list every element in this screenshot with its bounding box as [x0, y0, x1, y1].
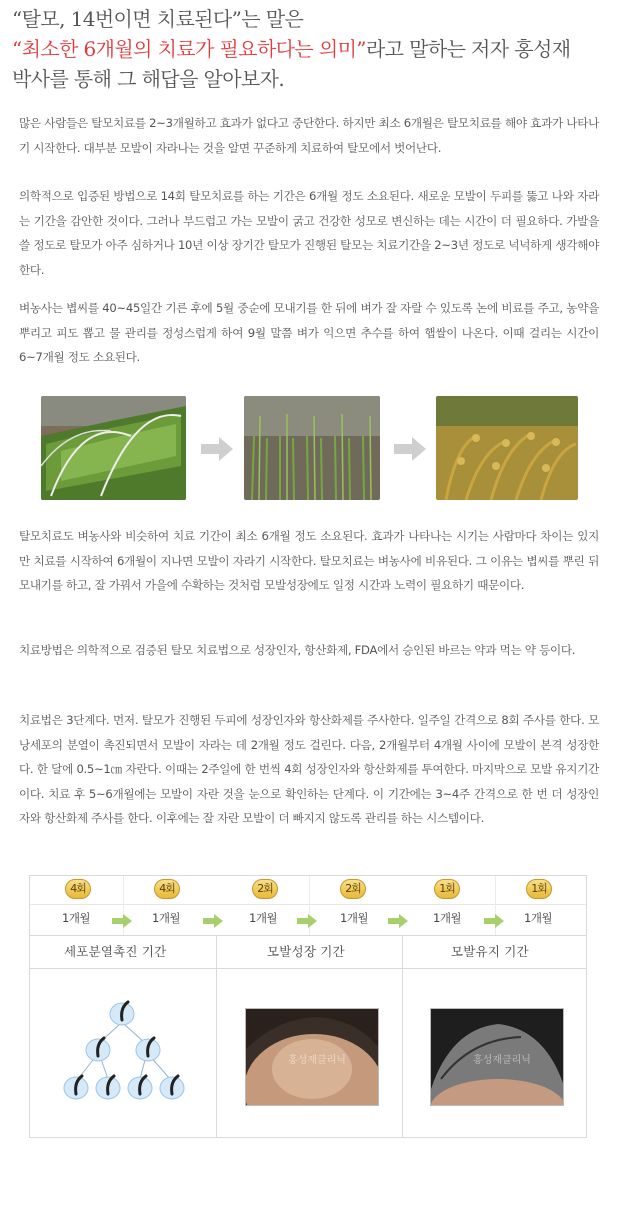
phase-label: 세포분열촉진 기간 — [64, 944, 167, 959]
arrow-icon — [388, 913, 408, 932]
dose-row — [30, 876, 586, 905]
rice-paddy-photo — [244, 396, 380, 500]
headline — [12, 4, 612, 94]
month-label: 1개월 — [340, 911, 369, 925]
month-label: 1개월 — [249, 911, 278, 925]
dose-badge: 2회 — [340, 879, 366, 899]
divider — [216, 935, 217, 1137]
paragraph-4: 탈모치료도 벼농사와 비슷하여 치료 기간이 최소 6개월 정도 소요된다. 효과가 나타나는 시기는 사람마다 차이는 있지만 치료를 시작하여 6개월이 지나면 모발이 자라기 시작한다. 탈모치료는 벼농사에 비유된다. 그 이유는 볍씨를 뿌린 뒤 모내기를 하고, 잘 가꿔서 가을에 수확하는 것처럼 모발성장에도 일정 시간과 노력이 필요하기 때문이다. — [19, 529, 599, 592]
arrow-icon — [484, 913, 504, 932]
hair-maintenance-photo — [430, 1008, 564, 1106]
arrow-icon — [394, 437, 426, 465]
headline-line-2 — [12, 34, 612, 64]
ripe-rice-photo — [436, 396, 578, 500]
treatment-timeline — [29, 875, 587, 1138]
month-label: 1개월 — [152, 911, 181, 925]
arrow-icon — [203, 913, 223, 932]
dose-badge: 1회 — [434, 879, 460, 899]
month-label: 1개월 — [62, 911, 91, 925]
paragraph-3: 벼농사는 볍씨를 40~45일간 기른 후에 5월 중순에 모내기를 한 뒤에 벼가 잘 자랄 수 있도록 논에 비료를 주고, 농약을 뿌리고 피도 뽑고 물 관리를 정성스럽게 하여 9월 말쯤 벼가 익으면 추수를 하여 햅쌀이 나온다. 이때 걸리는 시간이 6~7개월 정도 소요된다. — [19, 301, 599, 364]
headline-line-3: 박사를 통해 그 해답을 알아보자. — [12, 67, 285, 91]
paragraph-1: 많은 사람들은 탈모치료를 2~3개월하고 효과가 없다고 중단한다. 하지만 최소 6개월은 탈모치료를 해야 효과가 나타나기 시작한다. 대부분 모발이 자라나는 것을 알면 꾸준하게 치료하여 탈모에서 벗어난다. — [19, 116, 599, 155]
headline-highlight: “최소한 6개월의 치료가 필요하다는 의미” — [12, 37, 366, 61]
month-label: 1개월 — [433, 911, 462, 925]
paragraph-2: 의학적으로 입증된 방법으로 14회 탈모치료를 하는 기간은 6개월 정도 소요된다. 새로운 모발이 두피를 뚫고 나와 자라는 기간을 감안한 것이다. 그러나 부드럽고 가는 모발이 굵고 건강한 성모로 변신하는 데는 시간이 더 필요하다. 가발을 쓸 정도로 탈모가 아주 심하거나 10년 이상 장기간 탈모가 진행된 탈모는 치료기간을 2~3년 정도로 넉넉하게 생각해야 한다. — [19, 189, 599, 277]
phase-label: 모발유지 기간 — [451, 944, 529, 959]
hair-growth-photo — [245, 1008, 379, 1106]
clinic-watermark: 홍성재클리닉 — [473, 1055, 531, 1066]
divider — [402, 935, 403, 1137]
dose-badge: 4회 — [154, 879, 180, 899]
clinic-watermark: 홍성재클리닉 — [288, 1055, 346, 1066]
headline-line-1: “탈모, 14번이면 치료된다”는 말은 — [12, 7, 304, 31]
arrow-icon — [297, 913, 317, 932]
dose-badge: 1회 — [526, 879, 552, 899]
rice-seedling-photo — [41, 396, 186, 500]
arrow-icon — [201, 437, 233, 465]
dose-badge: 4회 — [65, 879, 91, 899]
phase-label: 모발성장 기간 — [267, 944, 345, 959]
arrow-icon — [112, 913, 132, 932]
paragraph-5: 치료방법은 의학적으로 검증된 탈모 치료법으로 성장인자, 항산화제, FDA에서 승인된 바르는 약과 먹는 약 등이다. — [19, 643, 576, 657]
headline-line-2-rest: 라고 말하는 저자 홍성재 — [365, 37, 571, 61]
paragraph-6: 치료법은 3단계다. 먼저. 탈모가 진행된 두피에 성장인자와 항산화제를 주사한다. 일주일 간격으로 8회 주사를 한다. 모낭세포의 분열이 촉진되면서 모발이 자라는 데 2개월 정도 걸린다. 다음, 2개월부터 4개월 사이에 모발이 본격 성장한다. 한 달에 0.5~1㎝ 자란다. 이때는 2주일에 한 번씩 4회 성장인자와 항산화제를 투여한다. 마지막으로 모발 유지기간이다. 치료 후 5~6개월에는 모발이 자란 것을 눈으로 확인하는 단계다. 이 기간에는 3~4주 간격으로 한 번 더 성장인자와 항산화제 주사를 한다. 이후에는 잘 자란 모발이 더 빠지지 않도록 관리를 하는 시스템이다. — [19, 713, 599, 825]
dose-badge: 2회 — [252, 879, 278, 899]
month-label: 1개월 — [524, 911, 553, 925]
cell-division-illustration — [60, 994, 190, 1104]
